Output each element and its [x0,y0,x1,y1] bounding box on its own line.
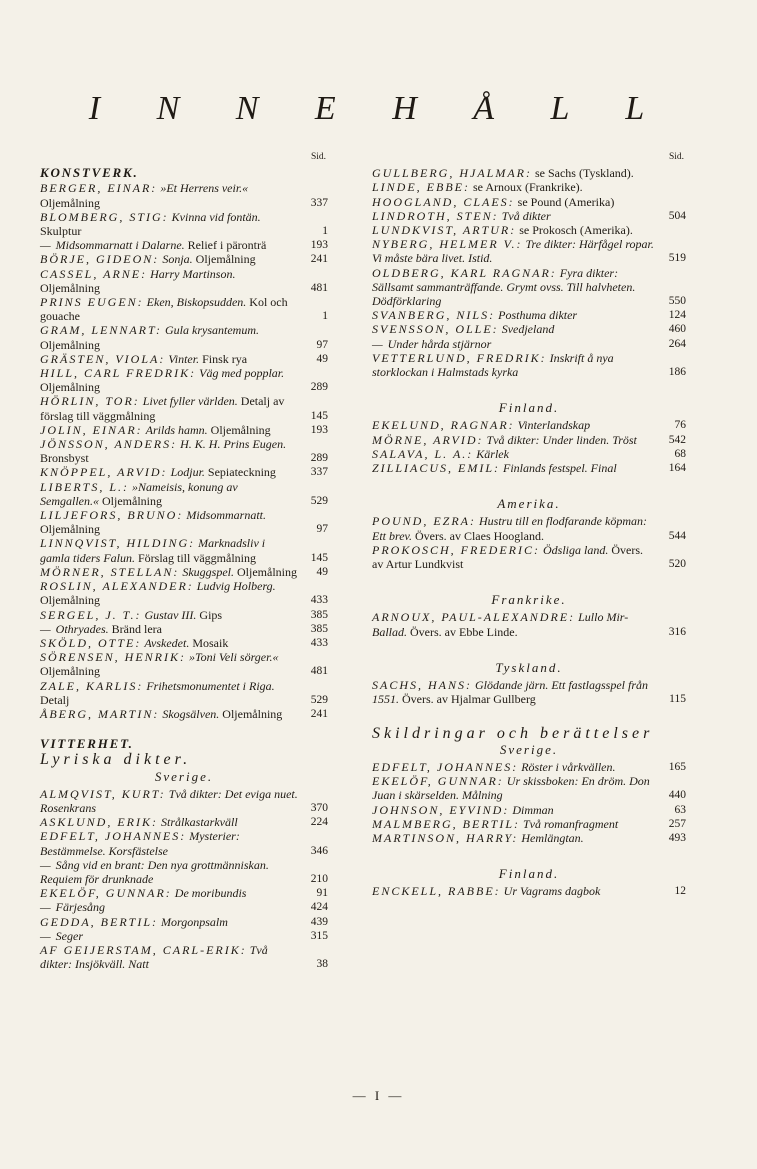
entry-page-number: 481 [310,665,328,678]
entry-page-number: 385 [310,608,328,621]
toc-entry [40,929,328,943]
entry-title: »Nameisis, konung av Semgallen.« [40,479,238,508]
toc-entry [40,900,328,914]
entry-title: Ludvig Holberg. [196,579,276,594]
entry-author: VETTERLUND, FREDRIK: [372,350,547,365]
entry-title: Seger [55,928,83,943]
entry-author: ARNOUX, PAUL-ALEXANDRE: [372,610,576,625]
entry-title: Avskedet. [144,635,190,650]
entry-title: Skuggspel. [182,564,234,579]
entry-page-number: 289 [310,381,328,394]
entry-page-number: 370 [310,801,328,814]
toc-entry [40,943,328,971]
entry-page-number: 165 [668,760,686,773]
toc-entry [372,166,686,180]
entry-description: Oljemålning [195,252,256,267]
entry-page-number: 210 [310,872,328,885]
entry-page-number: 68 [674,447,686,460]
entry-page-number: 124 [668,309,686,322]
toc-entry [372,543,686,571]
toc-entry [40,252,328,266]
toc-entry [40,915,328,929]
entry-title: Midsommarnatt. [186,508,266,523]
entry-page-number: 519 [668,252,686,265]
entry-author: JÖNSSON, ANDERS: [40,437,178,452]
entry-page-number: 97 [316,338,328,351]
entry-author: ASKLUND, ERIK: [40,815,158,830]
entry-description: Övers. av Ebbe Linde. [410,624,518,639]
entry-page-number: 49 [316,352,328,365]
page-title: I N N E H Å L L [88,90,669,127]
entry-author: — [40,621,53,636]
toc-entry [40,679,328,707]
entry-page-number: 241 [310,707,328,720]
entry-page-number: 145 [310,409,328,422]
entry-description: Oljemålning [40,593,100,608]
toc-entry [372,760,686,774]
toc-entry [40,423,328,437]
toc-entry [40,437,328,465]
entry-title: Sång vid en brant: Den nya grottmänniskan. Requiem för drunknade [40,857,269,886]
entry-author: LINDROTH, STEN: [372,208,499,223]
entry-description: Oljemålning [210,422,271,437]
entry-description: Övers. av Claes Hoogland. [414,528,544,543]
entry-title: Två dikter: Insjökväll. Natt [40,942,268,972]
entry-page-number: 38 [316,958,328,971]
entry-page-number: 460 [668,323,686,336]
tyskland-list [372,678,686,706]
entry-page-number: 91 [316,887,328,900]
entry-title: Under hårda stjärnor [387,336,492,351]
entry-title: De moribundis [174,886,247,901]
toc-entry [40,815,328,829]
toc-entry [372,180,686,194]
toc-entry [40,565,328,579]
entry-page-number: 264 [668,337,686,350]
entry-author: POUND, EZRA: [372,514,476,529]
entry-author: — [40,928,53,943]
entry-author: EKELÖF, GUNNAR: [40,886,172,901]
entry-page-number: 49 [316,565,328,578]
entry-author: MARTINSON, HARRY: [372,830,519,845]
entry-title: Väg med popplar. [199,366,285,381]
entry-description: Gips [199,607,223,622]
subsection-heading: Lyriska dikter. [40,751,192,769]
entry-title: Kvinna vid fontän. [171,209,261,224]
entry-title: Vinterlandskap [517,418,591,433]
entry-title: Två dikter: Under linden. Tröst [486,432,637,447]
entry-page-number: 481 [310,281,328,294]
skildringar-list [372,760,686,845]
entry-title: Ur skissboken: En dröm. Don Juan i skärselden. Målning [372,774,650,803]
toc-entry [372,817,686,831]
entry-description: Skulptur [40,224,82,239]
section-heading: VITTERHET. [40,736,134,752]
entry-author: BERGER, EINAR: [40,181,158,196]
entry-description: Oljemålning [40,380,100,395]
toc-entry [372,803,686,817]
entry-description: Oljemålning [40,280,100,295]
entry-title: Strålkastarkväll [161,815,238,830]
entry-page-number: 97 [316,523,328,536]
entry-description: Övers. av Hjalmar Gullberg [402,692,536,707]
entry-description: Oljemålning [40,664,100,679]
entry-title: Färjesång [55,900,106,915]
entry-author: — [40,238,53,253]
entry-page-number: 145 [310,551,328,564]
entry-title: Glödande järn. Ett fastlagsspel från 1551. [372,678,649,707]
section-heading: KONSTVERK. [40,165,139,181]
entry-description: Förslag till väggmålning [138,550,256,565]
right-column [372,150,686,899]
entry-page-number: 257 [668,817,686,830]
toc-entry [372,774,686,802]
entry-description: Oljemålning [40,337,100,352]
entry-author: NYBERG, HELMER V.: [372,237,523,252]
entry-author: KNÖPPEL, ARVID: [40,465,168,480]
entry-author: LINNQVIST, HILDING: [40,536,196,551]
entry-title: »Toni Veli sörger.« [189,650,279,665]
toc-entry [372,308,686,322]
entry-page-number: 385 [310,622,328,635]
entry-title: Hemlängtan. [521,830,584,845]
lyrik-list [40,787,328,972]
entry-description: Mosaik [192,635,229,650]
entry-page-number: 493 [668,831,686,844]
toc-entry [40,352,328,366]
entry-page-number: 542 [668,433,686,446]
entry-author: — [372,336,385,351]
entry-description: Relief i päronträ [187,238,267,253]
entry-author: LINDE, EBBE: [372,180,470,195]
toc-entry [40,480,328,508]
entry-author: PROKOSCH, FREDERIC: [372,542,540,557]
entry-author: EDFELT, JOHANNES: [372,759,519,774]
entry-description: Finsk rya [202,351,248,366]
toc-entry [372,223,686,237]
toc-entry [372,351,686,379]
finland2-list [372,884,686,898]
entry-title: Ödsliga land. [542,542,609,557]
entry-title: Gustav III. [144,607,197,622]
entry-page-number: 316 [668,625,686,638]
entry-description: Kol och gouache [40,295,288,324]
entry-description: Oljemålning [222,706,283,721]
entry-description: se Pound (Amerika) [517,194,615,209]
toc-entry [40,707,328,721]
entry-author: EDFELT, JOHANNES: [40,829,187,844]
entry-description: se Prokosch (Amerika). [519,223,633,238]
entry-title: Svedjeland [501,322,555,337]
entry-page-number: 337 [310,466,328,479]
subsection-heading: Skildringar och berättelser [372,724,654,742]
entry-author: ROSLIN, ALEXANDER: [40,579,194,594]
entry-title: Gula krysantemum. [165,323,259,338]
toc-entry [372,237,686,265]
country-heading: Finland. [498,866,560,882]
toc-entry [40,323,328,351]
entry-title: Skogsälven. [162,706,220,721]
sverige-cont-list [372,166,686,379]
entry-page-number: 433 [310,636,328,649]
finland-list [372,418,686,475]
toc-entry [40,536,328,564]
entry-title: Ur Vagrams dagbok [503,884,601,899]
entry-title: Finlands festspel. Final [503,461,617,476]
entry-page-number: 315 [310,929,328,942]
toc-entry [40,636,328,650]
entry-author: SVANBERG, NILS: [372,308,496,323]
toc-entry [372,266,686,309]
entry-description: Oljemålning [40,195,100,210]
entry-author: SACHS, HANS: [372,678,472,693]
entry-title: Vinter. [168,351,200,366]
entry-page-number: 433 [310,594,328,607]
entry-title: Livet fyller världen. [142,394,238,409]
amerika-list [372,514,686,571]
entry-title: Hustru till en flodfarande köpman: Ett brev. [372,514,647,543]
country-heading: Finland. [498,400,560,416]
toc-entry [372,195,686,209]
entry-description: Oljemålning [102,493,162,508]
toc-entry [40,608,328,622]
entry-description: Övers. av Artur Lundkvist [372,542,643,572]
entry-author: ALMQVIST, KURT: [40,786,166,801]
entry-author: ENCKELL, RABBE: [372,884,501,899]
country-heading: Amerika. [497,496,561,512]
entry-author: ZALE, KARLIS: [40,678,144,693]
toc-entry [40,787,328,815]
entry-page-number: 115 [669,693,686,706]
frankrike-list [372,610,686,638]
entry-page-number: 439 [310,915,328,928]
entry-title: Två dikter [501,208,551,223]
entry-description: Sepiateckning [207,465,276,480]
toc-entry [40,858,328,886]
toc-entry [372,610,686,638]
entry-author: AF GEIJERSTAM, CARL-ERIK: [40,942,247,957]
entry-author: SERGEL, J. T.: [40,607,142,622]
toc-entry [40,829,328,857]
entry-title: Harry Martinson. [150,266,236,281]
country-heading: Frankrike. [491,592,567,608]
entry-page-number: 76 [674,419,686,432]
entry-author: SVENSSON, OLLE: [372,322,499,337]
entry-page-number: 440 [668,789,686,802]
entry-page-number: 424 [310,901,328,914]
toc-entry [372,447,686,461]
toc-entry [372,418,686,432]
sid-label: Sid. [668,152,684,162]
entry-title: Dimman [512,802,554,817]
entry-author: SÖRENSEN, HENRIK: [40,650,186,665]
entry-page-number: 63 [674,803,686,816]
toc-entry [40,579,328,607]
entry-author: CASSEL, ARNE: [40,266,148,281]
entry-author: MÖRNER, STELLAN: [40,564,180,579]
entry-page-number: 164 [668,462,686,475]
entry-page-number: 529 [310,693,328,706]
entry-page-number: 289 [310,452,328,465]
entry-title: Lodjur. [170,465,205,480]
entry-description: Oljemålning [237,564,297,579]
entry-author: GRÄSTEN, VIOLA: [40,351,166,366]
toc-entry [40,622,328,636]
country-heading: Sverige. [154,768,214,784]
toc-entry [372,678,686,706]
entry-title: Mysterier: Bestämmelse. Korsfästelse [40,829,240,858]
entry-title: Morgonpsalm [161,914,228,929]
entry-page-number: 193 [310,239,328,252]
entry-title: Lullo Mir-Ballad. [372,610,629,639]
page-number: — I — [352,1088,405,1103]
entry-title: Sonja. [162,252,193,267]
toc-entry [40,210,328,238]
entry-title: Frihetsmonumentet i Riga. [146,678,275,693]
toc-entry [40,394,328,422]
entry-page-number: 544 [668,529,686,542]
entry-author: JOHNSON, EYVIND: [372,802,510,817]
toc-entry [372,209,686,223]
entry-description: Oljemålning [40,522,100,537]
entry-title: Posthuma dikter [498,308,578,323]
entry-author: — [40,900,53,915]
entry-author: — [40,857,53,872]
entry-title: H. K. H. Prins Eugen. [180,437,287,452]
entry-page-number: 520 [668,558,686,571]
toc-entry [372,322,686,336]
entry-description: se Sachs (Tyskland). [534,166,634,181]
entry-description: Bronsbyst [40,451,89,466]
country-heading: Sverige. [499,741,559,757]
entry-title: Två romanfragment [522,816,619,831]
entry-page-number: 529 [310,494,328,507]
toc-entry [40,465,328,479]
toc-entry [372,337,686,351]
entry-author: HOOGLAND, CLAES: [372,194,515,209]
entry-page-number: 550 [668,295,686,308]
entry-page-number: 193 [310,423,328,436]
entry-author: BÖRJE, GIDEON: [40,252,160,267]
entry-page-number: 1 [322,225,328,238]
left-column [40,150,328,971]
entry-author: EKELÖF, GUNNAR: [372,774,504,789]
toc-entry [40,366,328,394]
entry-page-number: 224 [310,816,328,829]
entry-author: MALMBERG, BERTIL: [372,816,520,831]
entry-description: Detalj av förslag till väggmålning [40,394,285,423]
toc-entry [40,650,328,678]
entry-description: se Arnoux (Frankrike). [473,180,583,195]
entry-author: LIBERTS, L.: [40,479,130,494]
entry-title: Fyra dikter: Sällsamt sammanträffande. Grymt ovss. Till halvheten. Dödförklaring [372,265,636,309]
entry-page-number: 504 [668,209,686,222]
entry-title: Eken, Biskopsudden. [146,295,247,310]
entry-page-number: 337 [310,196,328,209]
entry-description: Bränd lera [111,621,162,636]
entry-title: Kärlek [476,446,509,461]
entry-page-number: 241 [310,253,328,266]
entry-author: GRAM, LENNART: [40,323,163,338]
entry-author: HÖRLIN, TOR: [40,394,140,409]
entry-author: HILL, CARL FREDRIK: [40,366,197,381]
toc-entry [40,295,328,323]
entry-page-number: 12 [674,885,686,898]
entry-author: SALAVA, L. A.: [372,446,474,461]
entry-page-number: 346 [310,844,328,857]
sid-label: Sid. [310,152,326,162]
entry-title: Tre dikter: Härfågel ropar. Vi måste bära livet. Istid. [372,237,654,266]
entry-author: SKÖLD, OTTE: [40,635,142,650]
toc-entry [372,514,686,542]
toc-entry [40,886,328,900]
entry-author: GEDDA, BERTIL: [40,914,158,929]
entry-title: Inskrift å nya storklockan i Halmstads kyrka [372,350,614,380]
entry-author: ZILLIACUS, EMIL: [372,461,501,476]
entry-title: »Et Herrens veir.« [160,181,249,196]
entry-title: Marknadsliv i gamla tiders Falun. [40,536,266,565]
entry-author: OLDBERG, KARL RAGNAR: [372,265,557,280]
entry-title: Röster i vårkvällen. [521,759,616,774]
toc-entry [372,831,686,845]
entry-description: Detalj [40,692,70,707]
konstverk-list [40,181,328,721]
entry-title: Arilds hamn. [145,422,208,437]
entry-author: GULLBERG, HJALMAR: [372,166,532,181]
entry-page-number: 1 [322,310,328,323]
toc-entry [372,884,686,898]
entry-author: LUNDKVIST, ARTUR: [372,223,517,238]
entry-page-number: 186 [668,366,686,379]
entry-author: ÅBERG, MARTIN: [40,706,160,721]
entry-author: EKELUND, RAGNAR: [372,418,515,433]
entry-author: PRINS EUGEN: [40,295,144,310]
toc-entry [40,238,328,252]
entry-author: JOLIN, EINAR: [40,422,143,437]
toc-entry [372,461,686,475]
entry-author: LILJEFORS, BRUNO: [40,508,184,523]
entry-author: BLOMBERG, STIG: [40,209,169,224]
entry-title: Två dikter: Det eviga nuet. Rosenkrans [40,786,298,815]
toc-entry [40,508,328,536]
entry-title: Othryades. [55,621,109,636]
toc-entry [372,433,686,447]
entry-title: Midsommarnatt i Dalarne. [55,238,185,253]
toc-entry [40,267,328,295]
entry-author: MÖRNE, ARVID: [372,432,484,447]
toc-entry [40,181,328,209]
country-heading: Tyskland. [495,659,563,675]
